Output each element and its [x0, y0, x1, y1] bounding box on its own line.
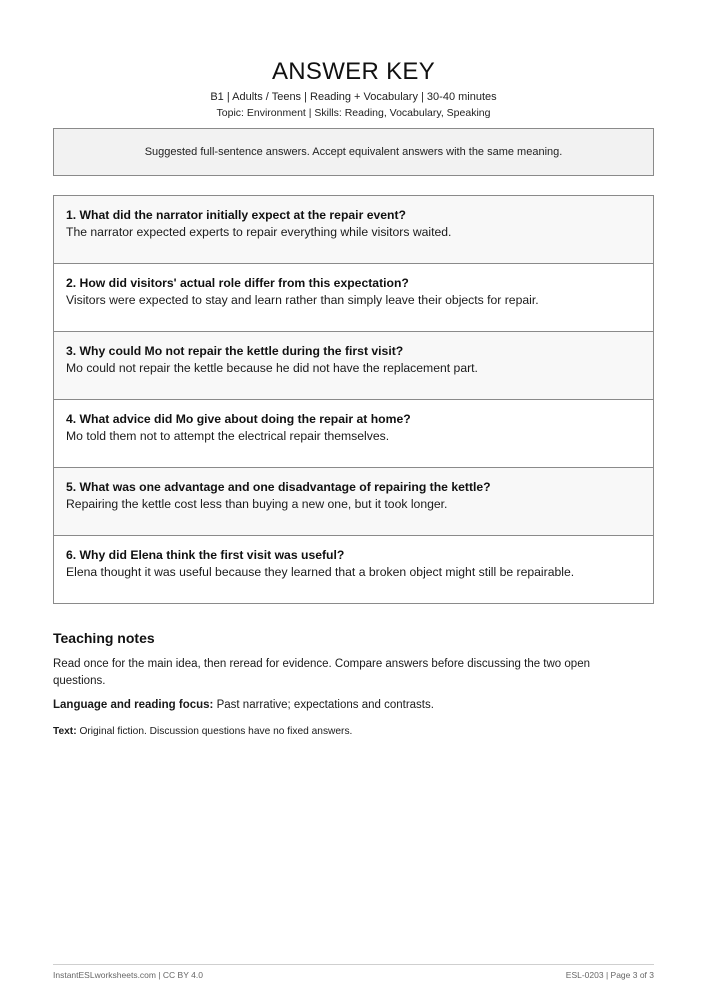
instructions-box: [53, 128, 654, 176]
answer-text: Mo could not repair the kettle because he did not have the replacement part.: [66, 361, 478, 375]
answer-row: [54, 332, 653, 400]
text-source-text: Original fiction. Discussion questions have no fixed answers.: [79, 726, 353, 737]
question-text: 5. What was one advantage and one disadvantage of repairing the kettle?: [66, 480, 491, 494]
answer-row: [54, 536, 653, 604]
question-text: 1. What did the narrator initially expect at the repair event?: [66, 208, 406, 222]
worksheet-page: [53, 0, 654, 1000]
page-title: ANSWER KEY: [271, 58, 436, 85]
footer-page-number: ESL-0203 | Page 3 of 3: [565, 970, 654, 980]
answer-row: [54, 196, 653, 264]
question-text: 3. Why could Mo not repair the kettle during the first visit?: [66, 344, 404, 358]
question-text: 6. Why did Elena think the first visit was useful?: [66, 548, 345, 562]
footer-credit: InstantESLworksheets.com | CC BY 4.0: [53, 970, 203, 980]
answer-text: The narrator expected experts to repair everything while visitors waited.: [66, 225, 452, 239]
answer-table: [53, 195, 654, 604]
answer-text: Elena thought it was useful because they learned that a broken object might still be repairable.: [66, 565, 575, 579]
reading-focus-label: Language and reading focus:: [53, 699, 214, 711]
level-meta-line: B1 | Adults / Teens | Reading + Vocabulary | 30-40 minutes: [210, 91, 497, 103]
answer-text: Visitors were expected to stay and learn rather than simply leave their objects for repair.: [66, 293, 539, 307]
answer-row: [54, 468, 653, 536]
reading-focus-text: Past narrative; expectations and contrasts.: [216, 699, 434, 711]
teaching-notes-paragraph: Read once for the main idea, then reread for evidence. Compare answers before discussing the two open questions.: [53, 658, 590, 687]
text-source-line: [53, 726, 352, 737]
answer-text: Repairing the kettle cost less than buying a new one, but it took longer.: [66, 497, 448, 511]
answer-row: [54, 264, 653, 332]
teaching-notes-heading: Teaching notes: [53, 630, 155, 646]
question-text: 4. What advice did Mo give about doing the repair at home?: [66, 412, 411, 426]
topic-meta-line: Topic: Environment | Skills: Reading, Vocabulary, Speaking: [216, 107, 491, 119]
text-source-label: Text:: [53, 726, 77, 737]
question-text: 2. How did visitors' actual role differ from this expectation?: [66, 276, 409, 290]
footer-divider: [53, 964, 654, 965]
reading-focus-line: [53, 699, 434, 711]
instructions-text: Suggested full-sentence answers. Accept equivalent answers with the same meaning.: [144, 146, 563, 158]
answer-text: Mo told them not to attempt the electrical repair themselves.: [66, 429, 390, 443]
answer-row: [54, 400, 653, 468]
